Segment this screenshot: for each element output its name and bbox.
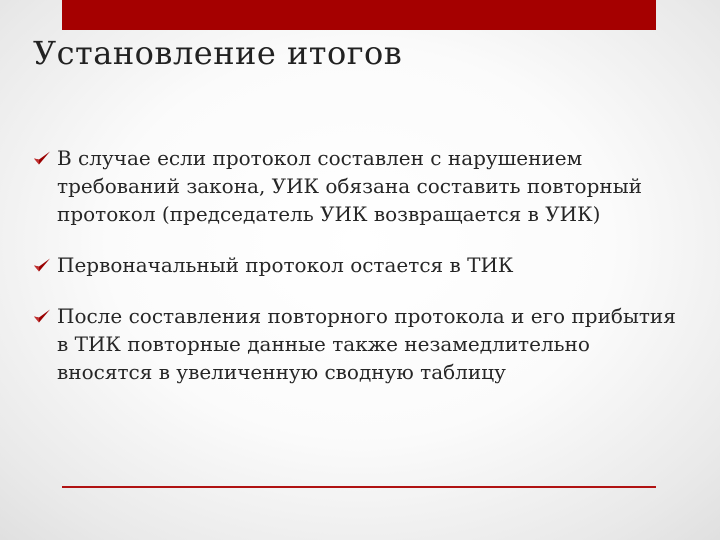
bullet-item	[33, 251, 683, 279]
slide-title: Установление итогов	[33, 34, 403, 72]
bottom-divider	[62, 486, 656, 488]
bullet-text: В случае если протокол составлен с нарушением требований закона, УИК обязана составить повторный протокол (председатель УИК возвращается в УИК)	[57, 146, 642, 226]
bullet-text: Первоначальный протокол остается в ТИК	[57, 253, 514, 277]
bullet-list	[33, 144, 683, 386]
checkmark-bullet-icon	[33, 150, 51, 166]
bullet-text: После составления повторного протокола и его прибытия в ТИК повторные данные также незамедлительно вносятся в увеличенную сводную таблицу	[57, 304, 676, 384]
bullet-item	[33, 144, 683, 228]
bullet-item	[33, 302, 683, 386]
top-accent-bar	[62, 0, 656, 30]
checkmark-bullet-icon	[33, 257, 51, 273]
checkmark-bullet-icon	[33, 308, 51, 324]
